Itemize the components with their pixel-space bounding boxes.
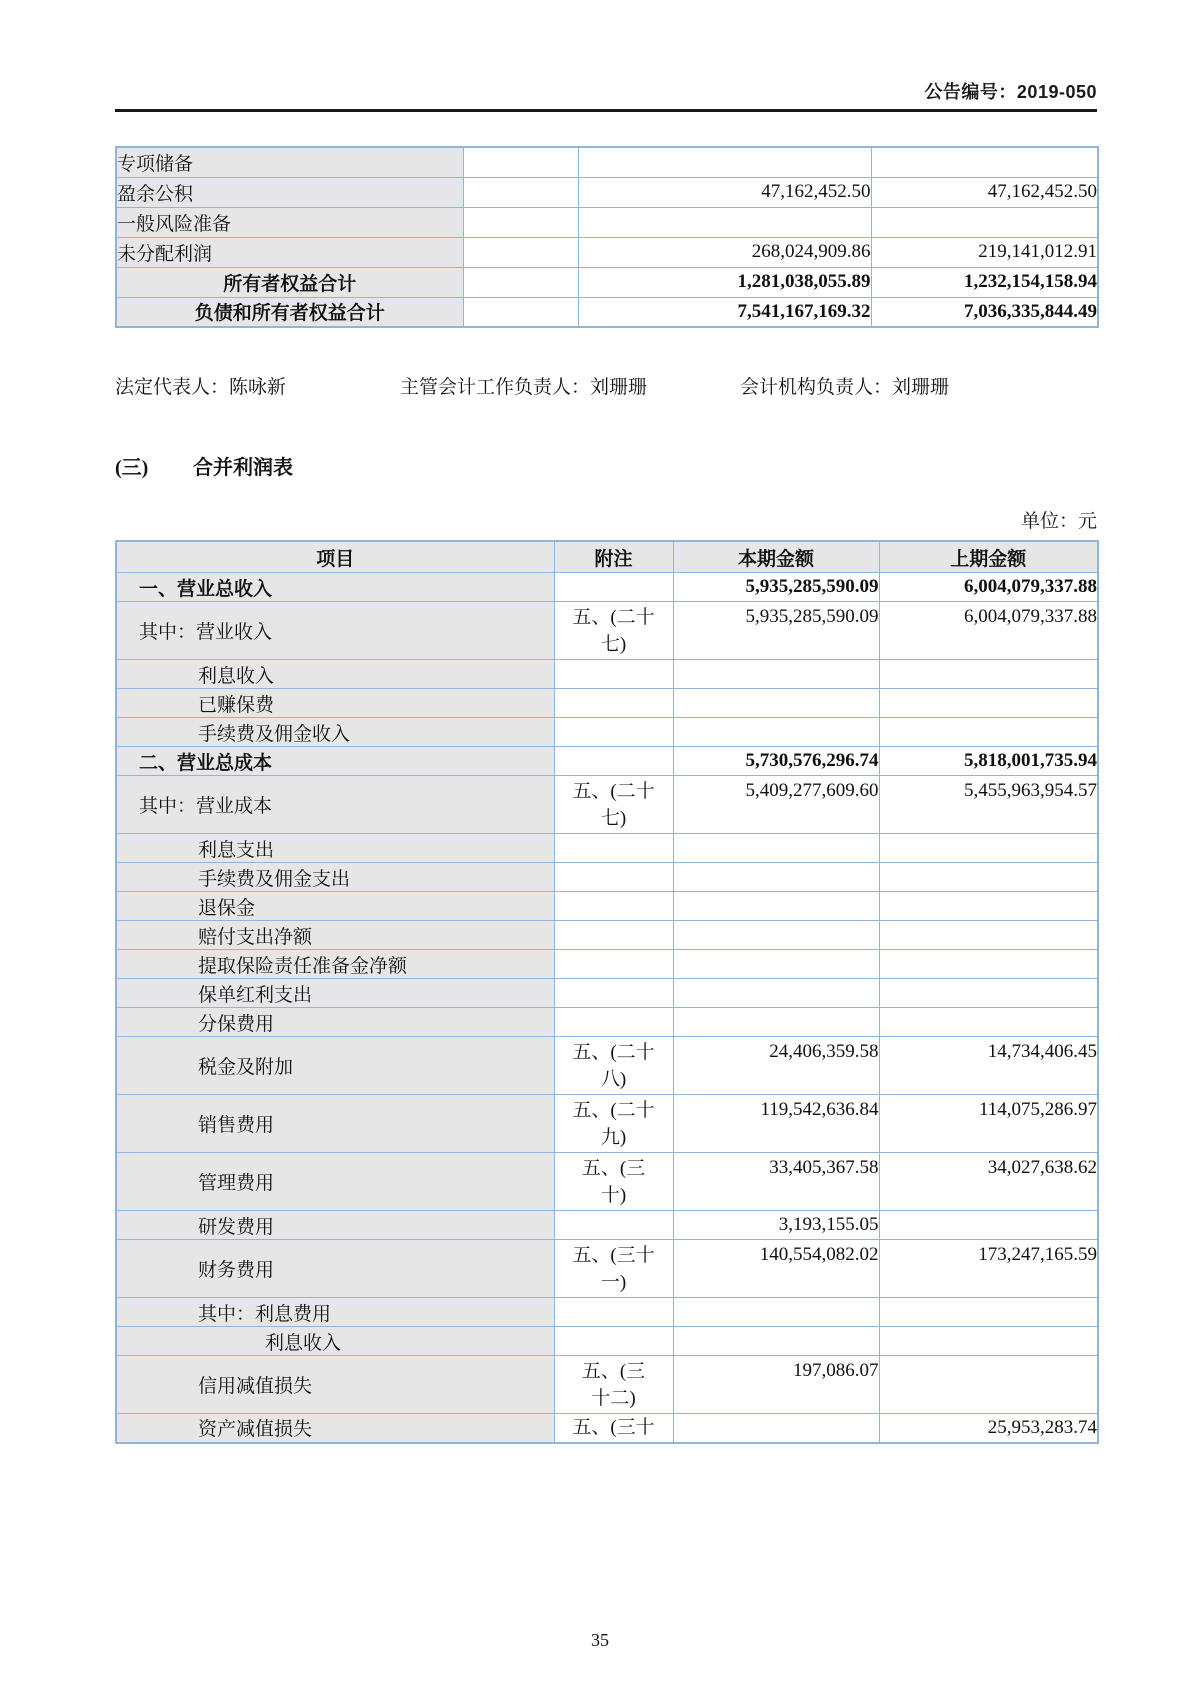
item-label-cell: 销售费用 — [116, 1095, 554, 1153]
item-label-cell: 研发费用 — [116, 1211, 554, 1240]
item-label-cell: 负债和所有者权益合计 — [116, 297, 463, 327]
signature-line — [115, 372, 1097, 399]
note-cell — [463, 147, 578, 177]
table-row — [116, 1240, 1098, 1298]
note-cell — [554, 1095, 673, 1153]
table-row — [116, 660, 1098, 689]
section-title: 合并利润表 — [193, 457, 293, 479]
prior-amount-cell — [871, 147, 1098, 177]
item-label-cell: 盈余公积 — [116, 177, 463, 207]
current-amount-cell: 33,405,367.58 — [673, 1153, 879, 1211]
prior-amount-cell — [879, 834, 1098, 863]
current-amount-cell — [673, 979, 879, 1008]
note-cell — [554, 1356, 673, 1414]
current-amount-cell — [578, 207, 871, 237]
note-line: 七) — [600, 807, 627, 829]
income-statement-header-row — [116, 541, 1098, 573]
item-label-cell: 专项储备 — [116, 147, 463, 177]
item-label-cell: 利息收入 — [116, 660, 554, 689]
prior-amount-cell: 47,162,452.50 — [871, 177, 1098, 207]
item-label-cell: 赔付支出净额 — [116, 921, 554, 950]
table-row — [116, 1356, 1098, 1414]
item-label-cell: 已赚保费 — [116, 689, 554, 718]
note-cell — [554, 689, 673, 718]
note-cell — [554, 863, 673, 892]
item-label-cell: 分保费用 — [116, 1008, 554, 1037]
header-rule — [115, 109, 1097, 112]
current-amount-cell: 7,541,167,169.32 — [578, 297, 871, 327]
item-label-cell: 二、营业总成本 — [116, 747, 554, 776]
table-row — [116, 1037, 1098, 1095]
note-line: 五、(二十 — [572, 1099, 655, 1121]
item-label-cell: 其中：营业收入 — [116, 602, 554, 660]
note-line: 五、(三十 — [572, 1244, 655, 1266]
current-amount-cell: 5,409,277,609.60 — [673, 776, 879, 834]
note-cell — [554, 747, 673, 776]
table-row — [116, 237, 1098, 267]
table-row — [116, 1095, 1098, 1153]
note-line: 五、(二十 — [572, 1041, 655, 1063]
item-label-cell: 管理费用 — [116, 1153, 554, 1211]
note-cell — [554, 718, 673, 747]
note-cell — [463, 297, 578, 327]
prior-amount-cell: 7,036,335,844.49 — [871, 297, 1098, 327]
current-amount-cell — [673, 660, 879, 689]
note-cell — [463, 237, 578, 267]
chief-accountant: 主管会计工作负责人：刘珊珊 — [400, 377, 648, 398]
item-label-cell: 税金及附加 — [116, 1037, 554, 1095]
prior-amount-cell: 114,075,286.97 — [879, 1095, 1098, 1153]
note-cell — [554, 1327, 673, 1356]
note-cell — [554, 834, 673, 863]
current-amount-cell — [673, 834, 879, 863]
current-amount-cell — [673, 1008, 879, 1037]
item-label-cell: 其中：营业成本 — [116, 776, 554, 834]
item-label-cell: 所有者权益合计 — [116, 267, 463, 297]
note-line: 一) — [600, 1271, 627, 1293]
announcement-number: 公告编号：2019-050 — [924, 82, 1097, 102]
item-label-cell: 利息支出 — [116, 834, 554, 863]
current-amount-cell: 5,935,285,590.09 — [673, 573, 879, 602]
current-amount-cell: 47,162,452.50 — [578, 177, 871, 207]
prior-amount-cell — [879, 660, 1098, 689]
table-row — [116, 1414, 1098, 1443]
current-amount-cell — [673, 950, 879, 979]
prior-amount-cell: 34,027,638.62 — [879, 1153, 1098, 1211]
note-line: 五、(三 — [581, 1360, 646, 1382]
income-statement-table — [115, 540, 1099, 1444]
prior-amount-cell: 173,247,165.59 — [879, 1240, 1098, 1298]
note-line: 七) — [600, 633, 627, 655]
current-amount-cell: 5,935,285,590.09 — [673, 602, 879, 660]
note-cell — [554, 602, 673, 660]
current-amount-cell: 197,086.07 — [673, 1356, 879, 1414]
item-label-cell: 未分配利润 — [116, 237, 463, 267]
item-label-cell: 资产减值损失 — [116, 1414, 554, 1443]
prior-amount-cell — [879, 892, 1098, 921]
note-line: 五、(三 — [581, 1157, 646, 1179]
table-row — [116, 892, 1098, 921]
table-row — [116, 602, 1098, 660]
note-cell — [554, 573, 673, 602]
current-amount-cell — [673, 892, 879, 921]
table-row — [116, 979, 1098, 1008]
current-amount-cell — [578, 147, 871, 177]
table-row — [116, 207, 1098, 237]
balance-sheet-tail-table — [115, 146, 1099, 328]
note-line: 八) — [600, 1068, 627, 1090]
note-line: 九) — [600, 1126, 627, 1148]
item-label-cell: 手续费及佣金支出 — [116, 863, 554, 892]
prior-amount-cell: 219,141,012.91 — [871, 237, 1098, 267]
note-line: 五、(二十 — [572, 780, 655, 802]
table-row — [116, 689, 1098, 718]
prior-amount-cell — [879, 1327, 1098, 1356]
current-amount-cell: 24,406,359.58 — [673, 1037, 879, 1095]
current-amount-cell: 5,730,576,296.74 — [673, 747, 879, 776]
note-cell — [554, 1037, 673, 1095]
prior-amount-cell — [879, 1356, 1098, 1414]
current-amount-cell — [673, 1327, 879, 1356]
prior-amount-cell: 1,232,154,158.94 — [871, 267, 1098, 297]
current-amount-cell — [673, 689, 879, 718]
table-row — [116, 834, 1098, 863]
table-row — [116, 718, 1098, 747]
note-cell — [554, 1414, 673, 1443]
prior-amount-cell — [879, 689, 1098, 718]
note-cell — [463, 177, 578, 207]
note-cell — [554, 1240, 673, 1298]
legal-representative: 法定代表人：陈咏新 — [115, 377, 287, 398]
note-cell — [554, 1298, 673, 1327]
prior-amount-cell — [879, 1211, 1098, 1240]
balance-sheet-rows — [116, 147, 1098, 327]
note-cell — [463, 207, 578, 237]
item-label-cell: 手续费及佣金收入 — [116, 718, 554, 747]
prior-amount-cell: 5,818,001,735.94 — [879, 747, 1098, 776]
prior-amount-cell — [871, 207, 1098, 237]
note-cell — [554, 660, 673, 689]
current-amount-cell — [673, 921, 879, 950]
unit-label: 单位：元 — [1020, 511, 1097, 532]
note-cell — [554, 1008, 673, 1037]
table-row — [116, 297, 1098, 327]
prior-amount-cell — [879, 979, 1098, 1008]
item-label-cell: 财务费用 — [116, 1240, 554, 1298]
table-row — [116, 921, 1098, 950]
prior-amount-cell: 6,004,079,337.88 — [879, 602, 1098, 660]
prior-amount-cell — [879, 1008, 1098, 1037]
table-row — [116, 1298, 1098, 1327]
prior-amount-cell — [879, 718, 1098, 747]
note-cell — [554, 1153, 673, 1211]
table-row — [116, 177, 1098, 207]
page-content — [115, 0, 1097, 1444]
note-cell — [463, 267, 578, 297]
note-cell — [554, 921, 673, 950]
item-label-cell: 退保金 — [116, 892, 554, 921]
table-row — [116, 1153, 1098, 1211]
page-number: 35 — [591, 1630, 609, 1650]
table-row — [116, 950, 1098, 979]
table-row — [116, 747, 1098, 776]
prior-amount-cell: 25,953,283.74 — [879, 1414, 1098, 1443]
current-amount-cell: 268,024,909.86 — [578, 237, 871, 267]
prior-amount-cell — [879, 950, 1098, 979]
table-row — [116, 1211, 1098, 1240]
current-amount-cell: 1,281,038,055.89 — [578, 267, 871, 297]
current-amount-cell — [673, 1298, 879, 1327]
prior-amount-cell — [879, 1298, 1098, 1327]
table-row — [116, 1327, 1098, 1356]
table-row — [116, 1008, 1098, 1037]
note-line: 五、(二十 — [572, 606, 655, 628]
column-header-prior-amount: 上期金额 — [879, 541, 1098, 573]
note-cell — [554, 776, 673, 834]
prior-amount-cell: 6,004,079,337.88 — [879, 573, 1098, 602]
note-line: 五、(三十 — [572, 1417, 655, 1439]
table-row — [116, 776, 1098, 834]
income-statement-rows — [116, 573, 1098, 1443]
note-line: 十二) — [591, 1387, 636, 1409]
section-heading — [115, 451, 1097, 480]
note-cell — [554, 979, 673, 1008]
accounting-head: 会计机构负责人：刘珊珊 — [740, 377, 950, 398]
column-header-note: 附注 — [554, 541, 673, 573]
table-row — [116, 573, 1098, 602]
item-label-cell: 其中：利息费用 — [116, 1298, 554, 1327]
table-row — [116, 267, 1098, 297]
prior-amount-cell — [879, 921, 1098, 950]
item-label-cell: 一般风险准备 — [116, 207, 463, 237]
column-header-current-amount: 本期金额 — [673, 541, 879, 573]
item-label-cell: 利息收入 — [116, 1327, 554, 1356]
current-amount-cell — [673, 863, 879, 892]
note-line: 十) — [600, 1184, 627, 1206]
note-cell — [554, 1211, 673, 1240]
current-amount-cell — [673, 1414, 879, 1443]
note-cell — [554, 892, 673, 921]
prior-amount-cell — [879, 863, 1098, 892]
current-amount-cell: 140,554,082.02 — [673, 1240, 879, 1298]
section-number: (三) — [115, 457, 149, 479]
prior-amount-cell: 14,734,406.45 — [879, 1037, 1098, 1095]
table-row — [116, 863, 1098, 892]
current-amount-cell: 119,542,636.84 — [673, 1095, 879, 1153]
prior-amount-cell: 5,455,963,954.57 — [879, 776, 1098, 834]
table-row — [116, 147, 1098, 177]
item-label-cell: 一、营业总收入 — [116, 573, 554, 602]
item-label-cell: 信用减值损失 — [116, 1356, 554, 1414]
item-label-cell: 保单红利支出 — [116, 979, 554, 1008]
item-label-cell: 提取保险责任准备金净额 — [116, 950, 554, 979]
note-cell — [554, 950, 673, 979]
column-header-item: 项目 — [116, 541, 554, 573]
current-amount-cell — [673, 718, 879, 747]
current-amount-cell: 3,193,155.05 — [673, 1211, 879, 1240]
